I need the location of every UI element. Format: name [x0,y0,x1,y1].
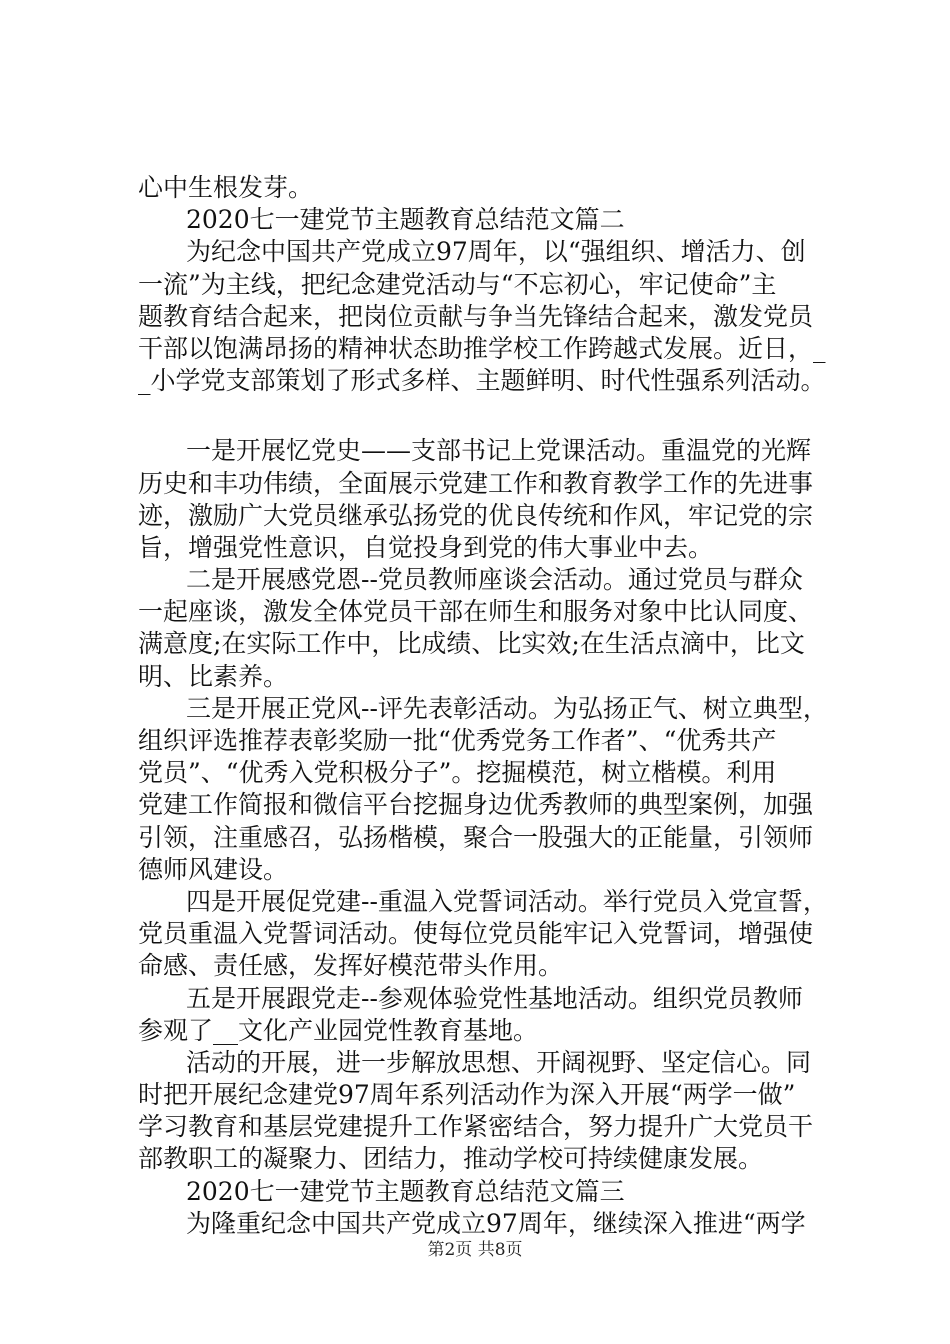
text-line: 党员重温入党誓词活动。使每位党员能牢记入党誓词，增强使 [138,919,814,949]
document-body [138,172,838,1240]
text-line: 迹，激励广大党员继承弘扬党的优良传统和作风，牢记党的宗 [138,500,814,530]
text-line: 党员”、“优秀入党积极分子”。挖掘模范，树立楷模。利用 [138,758,777,788]
text-line: 明、比素养。 [138,661,289,691]
text-line: 一起座谈，激发全体党员干部在师生和服务对象中比认同度、 [138,597,814,627]
text-line: 四是开展促党建--重温入党誓词活动。举行党员入党宣誓， [186,886,828,916]
text-line: 干部以饱满昂扬的精神状态助推学校工作跨越式发展。近日，_ [138,333,826,363]
text-line: 为纪念中国共产党成立97周年，以“强组织、增活力、创 [186,237,806,267]
text-line: 三是开展正党风--评先表彰活动。为弘扬正气、树立典型， [186,693,828,723]
text-line: 为隆重纪念中国共产党成立97周年，继续深入推进“两学 [186,1208,806,1238]
text-line: 组织评选推荐表彰奖励一批“优秀党务工作者”、“优秀共产 [138,726,777,755]
text-line: 心中生根发芽。 [138,173,314,202]
text-line: 活动的开展，进一步解放思想、开阔视野、坚定信心。同 [186,1047,812,1077]
text-line: 五是开展跟党走--参观体验党性基地活动。组织党员教师 [186,983,803,1013]
section-heading: 2020七一建党节主题教育总结范文篇三 [186,1176,625,1206]
text-line: 二是开展感党恩--党员教师座谈会活动。通过党员与群众 [186,565,803,595]
page-number: 第2页 共8页 [427,1240,523,1260]
text-line: _小学党支部策划了形式多样、主题鲜明、时代性强系列活动。 [138,366,826,396]
text-line: 一流”为主线，把纪念建党活动与“不忘初心，牢记使命”主 [138,269,777,299]
text-line: 参观了__文化产业园党性教育基地。 [138,1015,539,1045]
text-line: 满意度;在实际工作中，比成绩、比实效;在生活点滴中，比文 [138,629,805,659]
section-heading: 2020七一建党节主题教育总结范文篇二 [186,205,625,235]
paragraph-gap [138,397,838,435]
text-line: 引领，注重感召，弘扬楷模，聚合一股强大的正能量，引领师 [138,822,814,852]
text-line: 部教职工的凝聚力、团结力，推动学校可持续健康发展。 [138,1144,764,1174]
text-line: 旨，增强党性意识，自觉投身到党的伟大事业中去。 [138,532,714,562]
page-footer [0,1239,950,1261]
text-line: 一是开展忆党史——支部书记上党课活动。重温党的光辉 [186,436,812,466]
text-line: 时把开展纪念建党97周年系列活动作为深入开展“两学一做” [138,1080,796,1110]
text-line: 命感、责任感，发挥好模范带头作用。 [138,951,564,981]
text-line: 党建工作简报和微信平台挖掘身边优秀教师的典型案例，加强 [138,790,814,820]
text-line: 历史和丰功伟绩，全面展示党建工作和教育教学工作的先进事 [138,468,814,498]
text-line: 题教育结合起来，把岗位贡献与争当先锋结合起来，激发党员 [138,301,814,331]
text-line: 学习教育和基层党建提升工作紧密结合，努力提升广大党员干 [138,1112,814,1142]
text-line: 德师风建设。 [138,854,289,884]
